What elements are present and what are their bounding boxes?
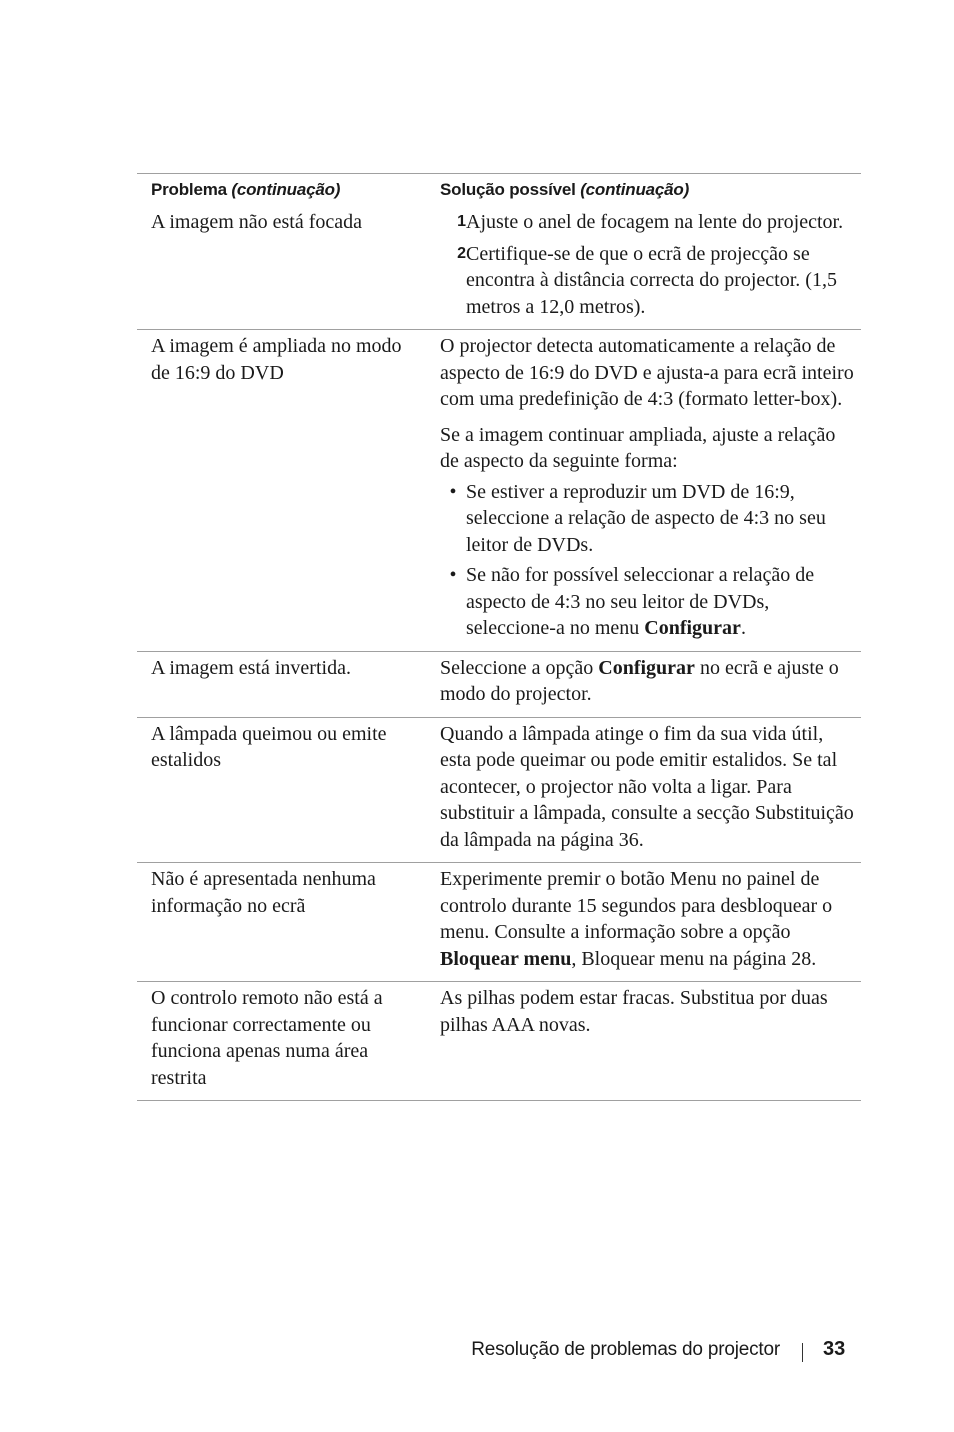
troubleshooting-table — [137, 173, 861, 1101]
bullet-text: Se estiver a reproduzir um DVD de 16:9, seleccione a relação de aspecto de 4:3 no seu leitor de DVDs. — [466, 480, 826, 556]
menu-name-configurar: Configurar — [644, 617, 741, 639]
menu-name-configurar: Configurar — [598, 656, 695, 679]
bullet-text-pre: Se não for possível seleccionar a relação de aspecto de 4:3 no seu leitor de DVDs, seleccione-a no menu — [466, 564, 815, 639]
solution-cell — [426, 330, 861, 651]
header-problem-note: (continuação) — [231, 180, 341, 199]
problem-cell: Não é apresentada nenhuma informação no ecrã — [151, 868, 376, 917]
table-row — [137, 863, 861, 982]
solution-cell — [426, 206, 861, 329]
solution-cell: Quando a lâmpada atinge o fim da sua vida útil, esta pode queimar ou pode emitir estalidos. Se tal acontecer, o projector não volta a ligar. Para substituir a lâmpada, consulte a secção Substituição da lâmpada na página 36. — [440, 722, 854, 851]
problem-cell: A imagem está invertida. — [151, 656, 351, 679]
solution-cell: As pilhas podem estar fracas. Substitua por duas pilhas AAA novas. — [440, 987, 828, 1036]
header-problem-label: Problema — [151, 180, 227, 199]
bullet-icon: • — [449, 564, 457, 586]
step-number: 2 — [457, 244, 466, 262]
table-header-row — [137, 174, 861, 206]
menu-name-bloquear-menu: Bloquear menu — [440, 947, 572, 970]
solution-text-pre: Seleccione a opção — [440, 656, 599, 679]
problem-cell: O controlo remoto não está a funcionar correctamente ou funciona apenas numa área restrita — [151, 987, 383, 1089]
bullet-icon: • — [449, 480, 457, 503]
table-row — [137, 652, 861, 718]
problem-cell: A imagem é ampliada no modo de 16:9 do DVD — [151, 335, 402, 384]
problem-cell: A imagem não está focada — [151, 211, 363, 233]
footer-divider — [802, 1343, 803, 1362]
problem-cell: A lâmpada queimou ou emite estalidos — [151, 722, 387, 771]
solution-text-post: no ecrã e ajuste o modo do projector. — [440, 656, 839, 705]
solution-text-post: , Bloquear menu na página 28. — [571, 947, 817, 970]
step-text: Ajuste o anel de focagem na lente do projector. — [466, 211, 844, 233]
solution-paragraph: Se a imagem continuar ampliada, ajuste a relação de aspecto da seguinte forma: — [440, 423, 836, 472]
table-row — [137, 718, 861, 864]
header-solution-note: (continuação) — [580, 180, 690, 199]
solution-cell — [426, 652, 861, 717]
page-number: 33 — [823, 1338, 846, 1360]
table-row — [137, 206, 861, 330]
step-text: Certifique-se de que o ecrã de projecção se encontra à distância correcta do projector. (1,5 metros a 12,0 metros). — [466, 242, 837, 318]
solution-paragraph: O projector detecta automaticamente a relação de aspecto de 16:9 do DVD e ajusta-a para ecrã inteiro com uma predefinição de 4:3 (formato letter-box). — [440, 335, 854, 410]
header-solution-label: Solução possível — [440, 180, 576, 199]
bullet-item — [440, 479, 855, 559]
header-problem — [137, 174, 426, 206]
table-row — [137, 982, 861, 1101]
step-number: 1 — [457, 213, 466, 230]
bullet-text-post: . — [740, 617, 746, 639]
bullet-item — [440, 562, 855, 642]
solution-cell — [426, 863, 861, 981]
table-row — [137, 330, 861, 652]
step-item — [440, 241, 855, 321]
bullet-text — [466, 562, 855, 642]
page-footer — [0, 1336, 954, 1368]
header-solution — [426, 174, 861, 206]
footer-section-title: Resolução de problemas do projector — [471, 1339, 780, 1360]
step-item — [440, 209, 855, 236]
solution-text-pre: Experimente premir o botão Menu no painel de controlo durante 15 segundos para desbloquear o menu. Consulte a informação sobre a opção — [440, 868, 833, 943]
